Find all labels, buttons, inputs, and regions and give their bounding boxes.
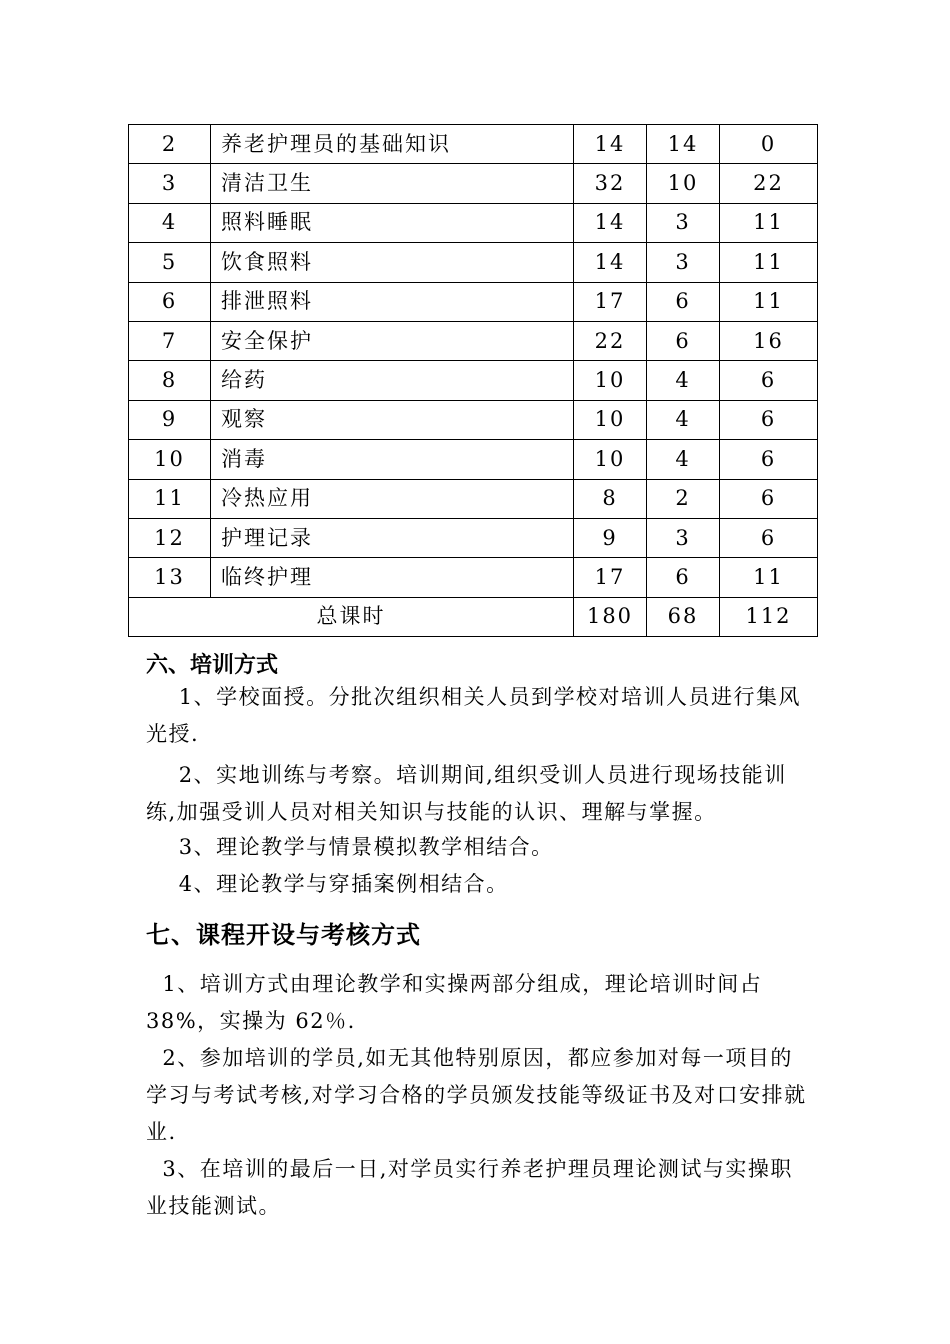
course-row (129, 361, 818, 400)
course-practice-hours: 6 (720, 400, 818, 439)
section-6-heading: 六、培训方式 (146, 652, 279, 678)
course-hours-table (128, 124, 818, 637)
course-practice-hours: 22 (720, 164, 818, 203)
total-practice-hours: 112 (720, 597, 818, 636)
course-total-hours: 17 (574, 558, 647, 597)
course-row (129, 479, 818, 518)
course-theory-hours: 14 (647, 125, 720, 164)
total-theory-hours: 68 (647, 597, 720, 636)
course-total-hours: 32 (574, 164, 647, 203)
course-number: 11 (129, 479, 211, 518)
course-row (129, 440, 818, 479)
course-total-hours: 17 (574, 282, 647, 321)
course-name: 观察 (211, 400, 574, 439)
section-7-item-2: 2、参加培训的学员,如无其他特别原因，都应参加对每一项目的学习与考试考核,对学习合格的学员颁发技能等级证书及对口安排就业. (146, 1046, 807, 1144)
course-total-hours: 22 (574, 321, 647, 360)
course-row (129, 203, 818, 242)
course-theory-hours: 3 (647, 203, 720, 242)
course-name: 护理记录 (211, 518, 574, 557)
course-name: 照料睡眠 (211, 203, 574, 242)
course-practice-hours: 6 (720, 361, 818, 400)
course-theory-hours: 4 (647, 361, 720, 400)
course-name: 排泄照料 (211, 282, 574, 321)
course-total-hours: 10 (574, 440, 647, 479)
course-number: 13 (129, 558, 211, 597)
course-number: 7 (129, 321, 211, 360)
total-row (129, 597, 818, 636)
course-number: 8 (129, 361, 211, 400)
course-name: 饮食照料 (211, 243, 574, 282)
course-number: 6 (129, 282, 211, 321)
course-name: 临终护理 (211, 558, 574, 597)
course-theory-hours: 6 (647, 321, 720, 360)
course-total-hours: 10 (574, 400, 647, 439)
course-row (129, 282, 818, 321)
course-number: 2 (129, 125, 211, 164)
course-name: 清洁卫生 (211, 164, 574, 203)
course-row (129, 518, 818, 557)
course-row (129, 125, 818, 164)
course-total-hours: 14 (574, 125, 647, 164)
course-practice-hours: 11 (720, 558, 818, 597)
course-number: 4 (129, 203, 211, 242)
section-6-item-3: 3、理论教学与情景模拟教学相结合。 (146, 835, 554, 859)
course-theory-hours: 2 (647, 479, 720, 518)
course-practice-hours: 11 (720, 203, 818, 242)
course-theory-hours: 4 (647, 440, 720, 479)
course-theory-hours: 3 (647, 518, 720, 557)
course-theory-hours: 3 (647, 243, 720, 282)
course-name: 消毒 (211, 440, 574, 479)
section-6-item-4: 4、理论教学与穿插案例相结合。 (146, 872, 509, 896)
section-7-heading: 七、课程开设与考核方式 (146, 920, 421, 949)
course-total-hours: 10 (574, 361, 647, 400)
total-label: 总课时 (129, 597, 574, 636)
course-name: 给药 (211, 361, 574, 400)
course-row (129, 164, 818, 203)
course-theory-hours: 10 (647, 164, 720, 203)
section-6-item-2: 2、实地训练与考察。培训期间,组织受训人员进行现场技能训练,加强受训人员对相关知识与技能的认识、理解与掌握。 (146, 763, 787, 824)
course-name: 安全保护 (211, 321, 574, 360)
course-row (129, 321, 818, 360)
course-practice-hours: 6 (720, 479, 818, 518)
section-7-item-3: 3、在培训的最后一日,对学员实行养老护理员理论测试与实操职业技能测试。 (146, 1157, 793, 1218)
course-number: 9 (129, 400, 211, 439)
course-practice-hours: 6 (720, 440, 818, 479)
course-number: 12 (129, 518, 211, 557)
course-practice-hours: 11 (720, 282, 818, 321)
course-practice-hours: 16 (720, 321, 818, 360)
course-practice-hours: 6 (720, 518, 818, 557)
total-hours: 180 (574, 597, 647, 636)
course-name: 养老护理员的基础知识 (211, 125, 574, 164)
course-table-body (129, 125, 818, 598)
course-number: 5 (129, 243, 211, 282)
course-row (129, 558, 818, 597)
course-number: 3 (129, 164, 211, 203)
course-theory-hours: 6 (647, 558, 720, 597)
course-practice-hours: 0 (720, 125, 818, 164)
section-7-item-1: 1、培训方式由理论教学和实操两部分组成，理论培训时间占 38%，实操为 62％. (146, 972, 771, 1033)
course-total-hours: 14 (574, 243, 647, 282)
course-name: 冷热应用 (211, 479, 574, 518)
course-number: 10 (129, 440, 211, 479)
course-theory-hours: 4 (647, 400, 720, 439)
course-practice-hours: 11 (720, 243, 818, 282)
course-row (129, 243, 818, 282)
course-total-hours: 8 (574, 479, 647, 518)
section-6-item-1: 1、学校面授。分批次组织相关人员到学校对培训人员进行集风光授. (146, 685, 802, 746)
course-total-hours: 9 (574, 518, 647, 557)
course-theory-hours: 6 (647, 282, 720, 321)
course-row (129, 400, 818, 439)
course-total-hours: 14 (574, 203, 647, 242)
